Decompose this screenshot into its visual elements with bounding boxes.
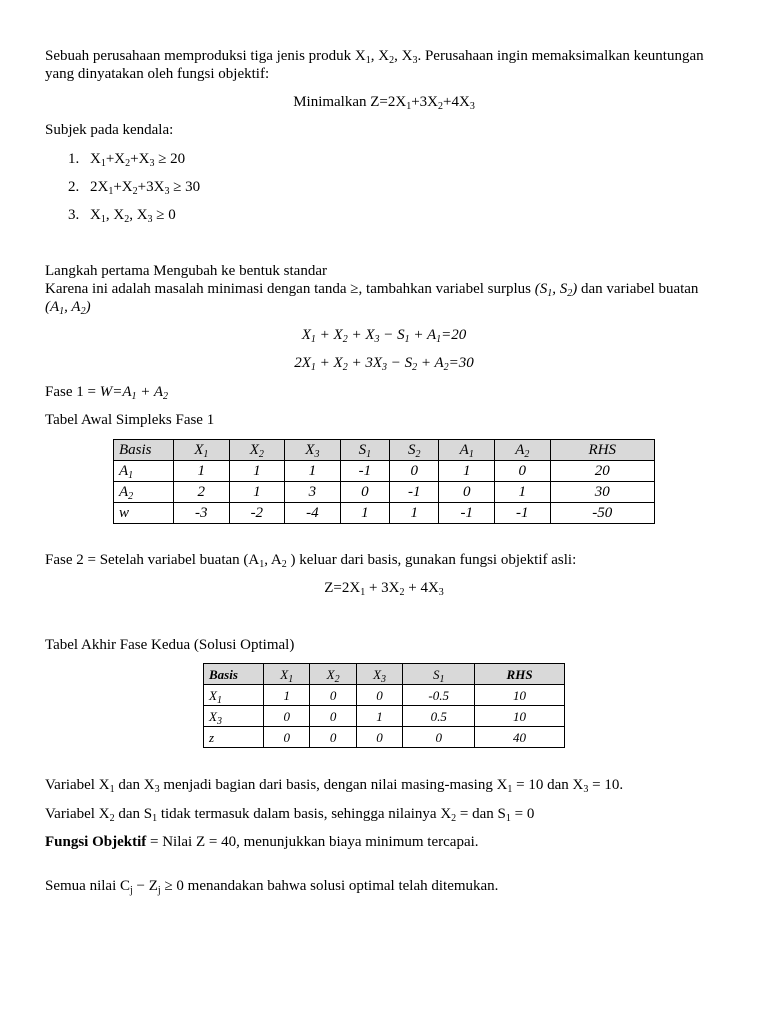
basis-cell: $A_1$	[114, 461, 174, 482]
table-row	[204, 685, 565, 706]
original-objective: $Z=2X_1 + 3X_2 + 4X_3$	[324, 580, 444, 598]
header-cell: $X_1$	[264, 664, 310, 685]
table-row	[204, 727, 565, 748]
table-cell: 1	[285, 461, 341, 482]
table-row	[114, 482, 655, 503]
basis-cell: w	[114, 503, 174, 524]
langkah-title: Langkah pertama Mengubah ke bentuk standar	[45, 263, 327, 279]
table-cell: 0	[264, 706, 310, 727]
table-cell: 1	[390, 503, 439, 524]
table-cell: 1	[495, 482, 551, 503]
table-cell: 1	[229, 461, 285, 482]
intro-paragraph: Sebuah perusahaan memproduksi tiga jenis produk $X_1$, $X_2$, $X_3$. Perusahaan ingin memaksimalkan keuntungan yang dinyatakan oleh fungsi objektif:	[45, 48, 704, 82]
conclusion-basis: Variabel $X_1$ dan $X_3$ menjadi bagian dari basis, dengan nilai masing-masing $X_1 = 10$ dan $X_3 = 10$.	[45, 777, 624, 795]
table-cell: 1	[174, 461, 230, 482]
table-cell: 0	[340, 482, 389, 503]
table-cell: -50	[550, 503, 654, 524]
table-cell: 1	[356, 706, 402, 727]
subjek-label: Subjek pada kendala:	[45, 122, 174, 138]
table-header-row	[114, 440, 655, 461]
table-cell: 0	[356, 727, 402, 748]
table-cell: 3	[285, 482, 341, 503]
table-header-row	[204, 664, 565, 685]
table-cell: -1	[340, 461, 389, 482]
standard-equation-1: $X_1 + X_2 + X_3 - S_1 + A_1=20$	[301, 327, 467, 345]
table-cell: 0	[310, 706, 356, 727]
constraint-2: 2. $2X_1+X_2+3X_3 \ge 30$	[68, 179, 201, 197]
table-cell: -1	[390, 482, 439, 503]
table-row	[114, 461, 655, 482]
basis-cell: $X_1$	[204, 685, 264, 706]
constraint-1: 1. $X_1+X_2+X_3 \ge 20$	[68, 151, 186, 169]
header-cell: $S_2$	[390, 440, 439, 461]
table-cell: 0	[403, 727, 475, 748]
table-cell: 30	[550, 482, 654, 503]
table-cell: 0	[495, 461, 551, 482]
table-cell: 0	[390, 461, 439, 482]
table1-title: Tabel Awal Simpleks Fase 1	[45, 412, 215, 428]
table-cell: 0	[439, 482, 495, 503]
header-cell: $X_2$	[229, 440, 285, 461]
table-cell: 0	[310, 727, 356, 748]
table-cell: -4	[285, 503, 341, 524]
header-cell: $A_1$	[439, 440, 495, 461]
table-cell: -2	[229, 503, 285, 524]
simplex-table-phase1	[113, 439, 655, 524]
table-cell: -1	[495, 503, 551, 524]
conclusion-nonbasis: Variabel $X_2$ dan $S_1$ tidak termasuk dalam basis, sehingga nilainya $X_2$ = dan $S_1 = 0$	[45, 806, 535, 824]
header-cell: RHS	[475, 664, 565, 685]
table-cell: 1	[229, 482, 285, 503]
header-cell: $X_1$	[174, 440, 230, 461]
standard-equation-2: $2X_1 + X_2 + 3X_3 - S_2 + A_2=30$	[294, 355, 474, 373]
table-cell: 1	[340, 503, 389, 524]
table-cell: 0	[310, 685, 356, 706]
header-cell: RHS	[550, 440, 654, 461]
constraint-3: 3. $X_1$, $X_2$, $X_3 \ge 0$	[68, 207, 176, 225]
basis-cell: z	[204, 727, 264, 748]
table-cell: 1	[264, 685, 310, 706]
header-cell: $X_3$	[356, 664, 402, 685]
table-cell: 0	[356, 685, 402, 706]
fase1-label: Fase $1 = W=A_1 + A_2$	[45, 384, 169, 402]
header-cell: Basis	[114, 440, 174, 461]
basis-cell: $X_3$	[204, 706, 264, 727]
header-cell: $S_1$	[340, 440, 389, 461]
header-cell: $X_2$	[310, 664, 356, 685]
table-cell: 40	[475, 727, 565, 748]
langkah-paragraph: Karena ini adalah masalah minimasi dengan tanda ≥, tambahkan variabel surplus ($S_1$, $S_2$) dan variabel buatan ($A_1$, $A_2$)	[45, 281, 699, 317]
table-cell: 1	[439, 461, 495, 482]
table-cell: 10	[475, 706, 565, 727]
table-cell: 2	[174, 482, 230, 503]
table-cell: -1	[439, 503, 495, 524]
fase2-paragraph: Fase 2 = Setelah variabel buatan ($A_1$, $A_2$ ) keluar dari basis, gunakan fungsi objektif asli:	[45, 552, 577, 570]
table-row	[204, 706, 565, 727]
conclusion-objective: Fungsi Objektif = Nilai Z = 40, menunjukkan biaya minimum tercapai.	[45, 834, 479, 850]
header-cell: Basis	[204, 664, 264, 685]
header-cell: $X_3$	[285, 440, 341, 461]
simplex-table-phase2-final	[203, 663, 565, 748]
table2-title: Tabel Akhir Fase Kedua (Solusi Optimal)	[45, 637, 295, 653]
table-cell: -0.5	[403, 685, 475, 706]
header-cell: $S_1$	[403, 664, 475, 685]
table-cell: 0	[264, 727, 310, 748]
objective-function: Minimalkan $Z=2X_1+3X_2+4X_3$	[293, 94, 475, 112]
conclusion-optimality: Semua nilai $C_j - Z_j \ge 0$ menandakan bahwa solusi optimal telah ditemukan.	[45, 878, 499, 896]
table-cell: 20	[550, 461, 654, 482]
table-cell: -3	[174, 503, 230, 524]
header-cell: $A_2$	[495, 440, 551, 461]
basis-cell: $A_2$	[114, 482, 174, 503]
table-cell: 0.5	[403, 706, 475, 727]
table-row	[114, 503, 655, 524]
table-cell: 10	[475, 685, 565, 706]
